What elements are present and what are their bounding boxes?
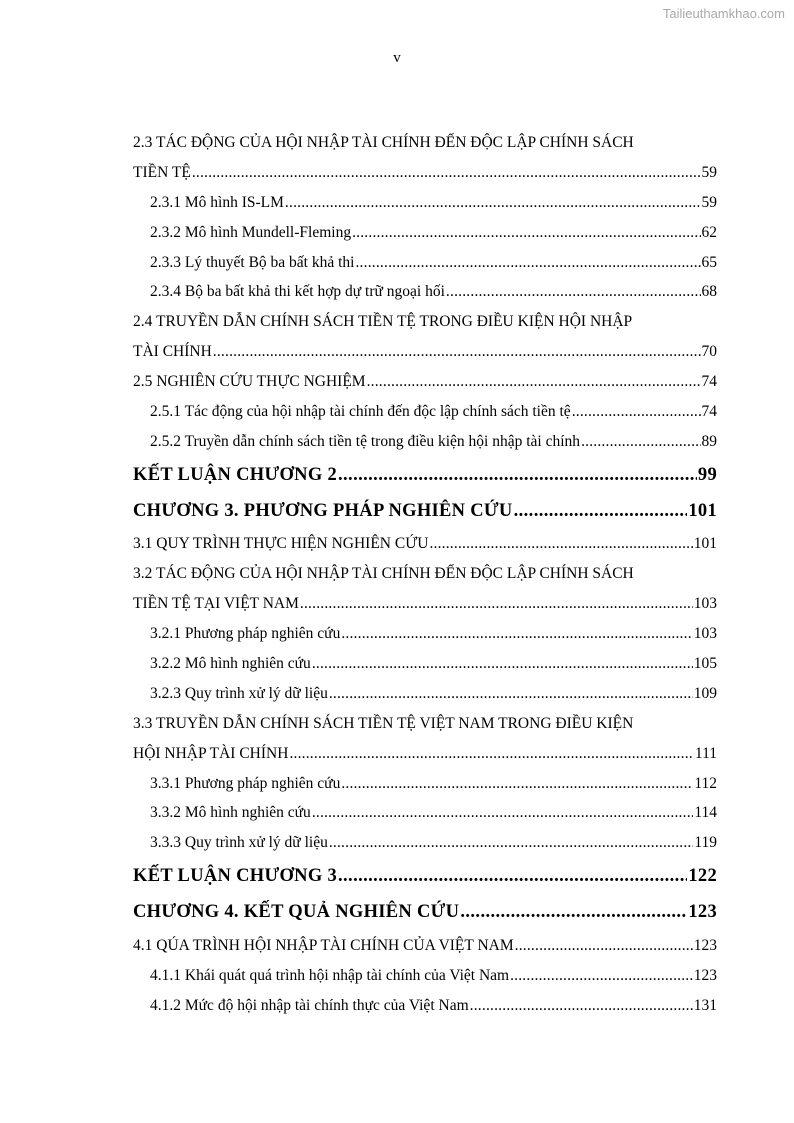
toc-entry[interactable]: [133, 709, 717, 739]
toc-entry-title: 3.3.3 Quy trình xử lý dữ liệu: [150, 834, 328, 852]
toc-entry-title: 2.4 TRUYỀN DẪN CHÍNH SÁCH TIỀN TỆ TRONG ĐIỀU KIỆN HỘI NHẬP: [133, 313, 633, 331]
toc-entry[interactable]: [133, 337, 717, 367]
toc-page-number: 122: [688, 866, 717, 887]
toc-page-number: 59: [701, 163, 717, 181]
toc-leader-dots: [460, 894, 687, 930]
toc-page-number: 62: [701, 223, 717, 241]
toc-entry-title: 2.3 TÁC ĐỘNG CỦA HỘI NHẬP TÀI CHÍNH ĐẾN ĐỘC LẬP CHÍNH SÁCH: [133, 134, 634, 151]
toc-leader-dots: [312, 649, 693, 679]
toc-entry-title: 3.1 QUY TRÌNH THỰC HIỆN NGHIÊN CỨU: [133, 535, 429, 553]
toc-page-number: 74: [701, 373, 717, 391]
toc-leader-dots: [192, 158, 701, 188]
toc-leader-dots: [300, 589, 693, 619]
toc-leader-dots: [213, 337, 701, 367]
toc-leader-dots: [341, 769, 693, 799]
toc-entry-title: KẾT LUẬN CHƯƠNG 3: [133, 866, 337, 887]
toc-page-number: 74: [701, 403, 717, 421]
toc-entry-title: 3.2.1 Phương pháp nghiên cứu: [150, 625, 341, 643]
toc-entry-title: CHƯƠNG 3. PHƯƠNG PHÁP NGHIÊN CỨU: [133, 501, 513, 522]
toc-leader-dots: [329, 679, 693, 709]
toc-entry-title: HỘI NHẬP TÀI CHÍNH: [133, 744, 289, 762]
toc-entry-title: 2.3.4 Bộ ba bất khả thi kết hợp dự trữ ngoại hối: [150, 283, 445, 301]
toc-entry[interactable]: [133, 828, 717, 858]
toc-entry[interactable]: [133, 158, 717, 188]
toc-entry[interactable]: [133, 798, 717, 828]
toc-entry[interactable]: [133, 559, 717, 589]
toc-entry[interactable]: [133, 931, 717, 961]
toc-page-number: 123: [693, 936, 717, 954]
toc-leader-dots: [515, 931, 693, 961]
watermark-text: Tailieuthamkhao.com: [662, 6, 785, 21]
toc-page-number: 105: [693, 654, 717, 672]
toc-page-number: 68: [701, 283, 717, 301]
toc-entry[interactable]: [133, 493, 717, 529]
toc-entry-title: 2.3.1 Mô hình IS-LM: [150, 193, 284, 211]
toc-entry[interactable]: [133, 307, 717, 337]
toc-entry[interactable]: [133, 188, 717, 218]
toc-entry-title: TIỀN TỆ: [133, 163, 191, 181]
toc-entry-title: 2.3.3 Lý thuyết Bộ ba bất khả thi: [150, 253, 355, 271]
toc-page-number: 123: [693, 966, 717, 984]
toc-entry[interactable]: [133, 649, 717, 679]
toc-entry-title: 2.5 NGHIÊN CỨU THỰC NGHIỆM: [133, 373, 366, 391]
toc-leader-dots: [514, 493, 688, 529]
toc-entry-title: 2.3.2 Mô hình Mundell-Fleming: [150, 223, 352, 241]
toc-entry[interactable]: [133, 397, 717, 427]
toc-entry[interactable]: [133, 679, 717, 709]
toc-leader-dots: [510, 961, 693, 991]
toc-entry-title: 4.1.1 Khái quát quá trình hội nhập tài chính của Việt Nam: [150, 966, 510, 984]
toc-entry-title: 4.1 QÚA TRÌNH HỘI NHẬP TÀI CHÍNH CỦA VIỆT NAM: [133, 936, 514, 954]
toc-entry[interactable]: [133, 589, 717, 619]
toc-entry-title: 2.5.1 Tác động của hội nhập tài chính đến độc lập chính sách tiền tệ: [150, 403, 571, 421]
toc-page-number: 101: [693, 535, 717, 553]
toc-entry-title: 3.2 TÁC ĐỘNG CỦA HỘI NHẬP TÀI CHÍNH ĐẾN ĐỘC LẬP CHÍNH SÁCH: [133, 565, 634, 583]
toc-page-number: 59: [701, 193, 717, 211]
toc-leader-dots: [355, 248, 700, 278]
toc-leader-dots: [312, 798, 694, 828]
toc-page-number: 131: [693, 996, 717, 1014]
toc-leader-dots: [285, 188, 701, 218]
toc-page-number: 111: [694, 744, 717, 762]
toc-entry[interactable]: [133, 457, 717, 493]
toc-leader-dots: [352, 218, 700, 248]
toc-entry-title: 3.2.3 Quy trình xử lý dữ liệu: [150, 684, 328, 702]
toc-entry-title: 3.3.2 Mô hình nghiên cứu: [150, 804, 311, 822]
toc-leader-dots: [338, 858, 687, 894]
toc-page-number: 112: [694, 774, 717, 792]
toc-leader-dots: [446, 277, 701, 307]
toc-entry-title: 3.3.1 Phương pháp nghiên cứu: [150, 774, 341, 792]
toc-page-number: 99: [697, 464, 717, 485]
toc-entry[interactable]: [133, 894, 717, 930]
toc-entry-title: KẾT LUẬN CHƯƠNG 2: [133, 464, 337, 485]
toc-entry[interactable]: [133, 277, 717, 307]
toc-entry-title: 3.2.2 Mô hình nghiên cứu: [150, 654, 311, 672]
toc-leader-dots: [289, 739, 693, 769]
toc-leader-dots: [329, 828, 693, 858]
toc-entry-title: TÀI CHÍNH: [133, 343, 212, 361]
toc-leader-dots: [470, 991, 693, 1021]
toc-entry-title: 3.3 TRUYỀN DẪN CHÍNH SÁCH TIỀN TỆ VIỆT NAM TRONG ĐIỀU KIỆN: [133, 714, 634, 732]
toc-entry[interactable]: [133, 619, 717, 649]
toc-page-number: 103: [693, 595, 717, 613]
toc-page-number: 65: [701, 253, 717, 271]
toc-leader-dots: [341, 619, 692, 649]
toc-entry-title: TIỀN TỆ TẠI VIỆT NAM: [133, 595, 299, 613]
table-of-contents: [133, 128, 717, 1020]
toc-entry[interactable]: [133, 961, 717, 991]
toc-page-number: 101: [688, 501, 717, 522]
toc-entry[interactable]: [133, 529, 717, 559]
toc-entry-title: 4.1.2 Mức độ hội nhập tài chính thực của Việt Nam: [150, 996, 469, 1014]
toc-entry[interactable]: [133, 427, 717, 457]
toc-leader-dots: [572, 397, 701, 427]
toc-page-number: 109: [693, 684, 717, 702]
toc-leader-dots: [429, 529, 692, 559]
toc-entry[interactable]: [133, 367, 717, 397]
toc-entry[interactable]: [133, 248, 717, 278]
toc-entry[interactable]: [133, 858, 717, 894]
toc-entry[interactable]: [133, 991, 717, 1021]
toc-entry[interactable]: [133, 128, 717, 158]
page-number: v: [393, 50, 401, 66]
toc-page-number: 89: [701, 432, 717, 450]
toc-entry-title: 2.5.2 Truyền dẫn chính sách tiền tệ trong điều kiện hội nhập tài chính: [150, 432, 581, 450]
toc-entry[interactable]: [133, 769, 717, 799]
toc-page-number: 114: [694, 804, 717, 822]
toc-leader-dots: [338, 457, 697, 493]
toc-page-number: 103: [693, 625, 717, 643]
toc-leader-dots: [367, 367, 701, 397]
toc-entry-title: CHƯƠNG 4. KẾT QUẢ NGHIÊN CỨU: [133, 902, 460, 923]
toc-page-number: 123: [688, 902, 717, 923]
toc-leader-dots: [581, 427, 700, 457]
toc-page-number: 119: [694, 834, 717, 852]
toc-page-number: 70: [701, 343, 717, 361]
toc-entry[interactable]: [133, 218, 717, 248]
toc-entry[interactable]: [133, 739, 717, 769]
